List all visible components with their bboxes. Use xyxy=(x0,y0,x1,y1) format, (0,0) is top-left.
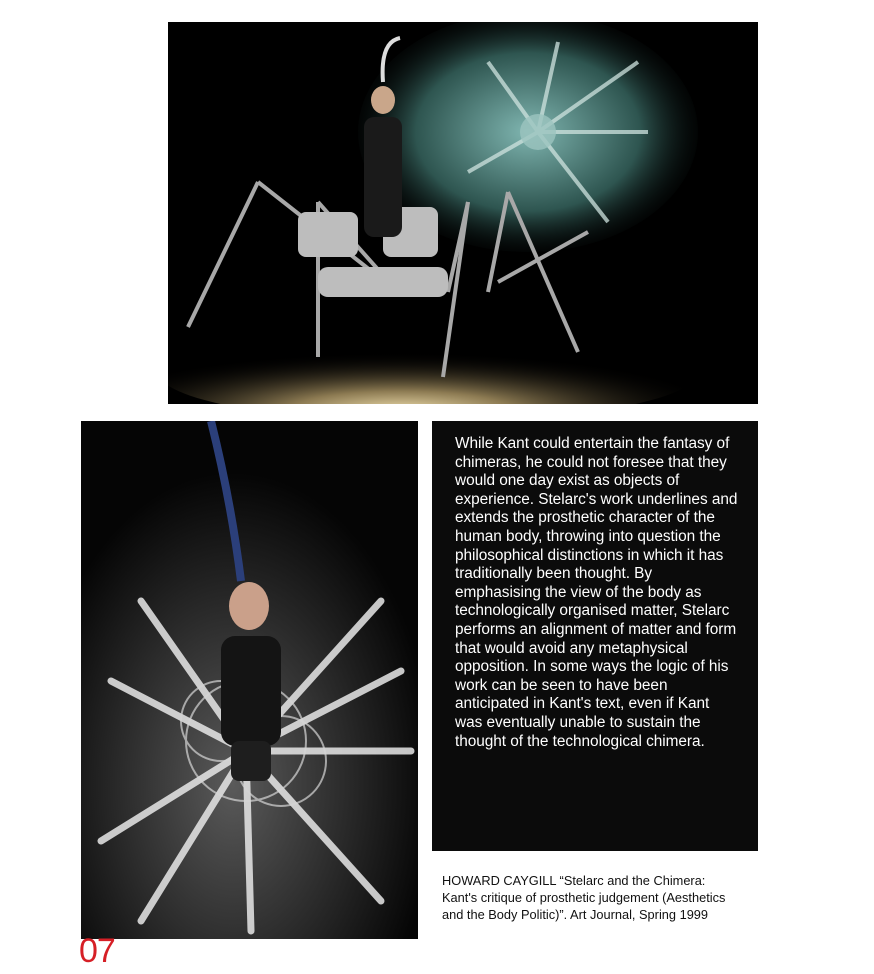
photo-performer-overhead xyxy=(81,421,418,939)
photo-exoskeleton-stage xyxy=(168,22,758,404)
page-number: 07 xyxy=(79,932,115,970)
quote-text: While Kant could entertain the fantasy of chimeras, he could not foresee that they would one day exist as objects of experience. Stelarc's work underlines and extends the prosthetic character of the human body, throwing into question the philosophical distinctions in which it has traditionally been thought. By emphasising the view of the body as technologically organised matter, Stelarc performs an alignment of matter and form that would avoid any metaphysical opposition. In some ways the logic of his work can be seen to have been anticipated in Kant's text, even if Kant was eventually unable to sustain the thought of the technological chimera. xyxy=(455,435,738,750)
citation: HOWARD CAYGILL “Stelarc and the Chimera: Kant's critique of prosthetic judgement (Aesthetics and the Body Politic)”. Art Journal, Spring 1999 xyxy=(442,873,726,922)
exoskeleton-stage-illustration xyxy=(168,22,758,404)
quote-box xyxy=(432,421,758,851)
performer-exoskeleton-illustration xyxy=(81,421,418,939)
